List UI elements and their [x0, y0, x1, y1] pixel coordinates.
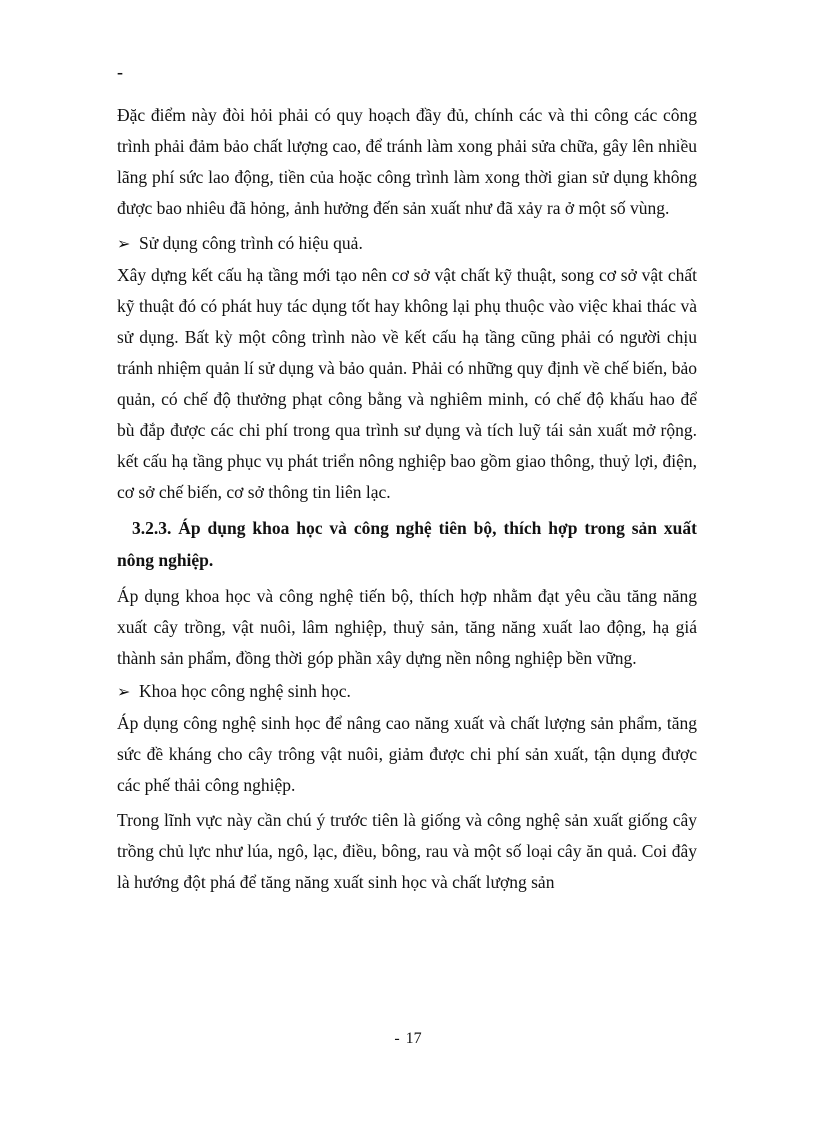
top-mark: - [117, 62, 123, 82]
section-heading: 3.2.3. Áp dụng khoa học và công nghệ tiên bộ, thích hợp trong sản xuất nông nghiệp. [117, 518, 697, 570]
bullet-label: Khoa học công nghệ sinh học. [139, 681, 351, 701]
page-number [0, 1030, 816, 1048]
bullet-effective-use [117, 228, 697, 260]
paragraph-biotech: Áp dụng công nghệ sinh học để nâng cao năng xuất và chất lượng sản phẩm, tăng sức đề kháng cho cây trông vật nuôi, giảm được chi phí sản xuất, tận dụng được các phế thải công nghiệp. [117, 713, 697, 795]
paragraph-seeds: Trong lĩnh vực này cần chú ý trước tiên là giống và công nghệ sản xuất giống cây trồng chủ lực như lúa, ngô, lạc, điều, bông, rau và một số loại cây ăn quả. Coi đây là hướng đột phá để tăng năng xuất sinh học và chất lượng sản [117, 810, 697, 892]
page-number-value: 17 [405, 1030, 422, 1047]
paragraph-infrastructure: Xây dựng kết cấu hạ tầng mới tạo nên cơ sở vật chất kỹ thuật, song cơ sở vật chất kỹ thuật đó có phát huy tác dụng tốt hay không lại phụ thuộc vào việc khai thác và sử dụng. Bất kỳ một công trình nào về kết cấu hạ tầng cũng phải có người chịu tránh nhiệm quản lí sử dụng và bảo quản. Phải có những quy định về chế biến, bảo quản, có chế độ thưởng phạt công bằng và nghiêm minh, có chế độ khấu hao để bù đắp được các chi phí trong qua trình sư dụng và tích luỹ tái sản xuất mở rộng. kết cấu hạ tầng phục vụ phát triển nông nghiệp bao gồm giao thông, thuỷ lợi, điện, cơ sở chế biến, cơ sở thông tin liên lạc. [117, 265, 697, 502]
paragraph-design-quality: Đặc điểm này đòi hỏi phải có quy hoạch đầy đủ, chính các và thi công các công trình phải đảm bảo chất lượng cao, để tránh làm xong phải sửa chữa, gây lên nhiều lãng phí sức lao động, tiền của hoặc công trình làm xong thời gian sử dụng không được bao nhiêu đã hỏng, ảnh hưởng đến sản xuất như đã xảy ra ở một số vùng. [117, 105, 697, 218]
body-text [117, 100, 697, 898]
paragraph-science-tech: Áp dụng khoa học và công nghệ tiến bộ, thích hợp nhằm đạt yêu cầu tăng năng xuất cây trồng, vật nuôi, lâm nghiệp, thuỷ sản, tăng năng xuất lao động, hạ giá thành sản phẩm, đồng thời góp phần xây dựng nền nông nghiệp bền vững. [117, 586, 697, 668]
bullet-biotech [117, 676, 697, 708]
arrow-bullet-icon: ➢ [117, 684, 131, 701]
bullet-label: Sử dụng công trình có hiệu quả. [139, 233, 363, 253]
arrow-bullet-icon: ➢ [117, 236, 131, 253]
page-number-dash: - [394, 1030, 400, 1047]
